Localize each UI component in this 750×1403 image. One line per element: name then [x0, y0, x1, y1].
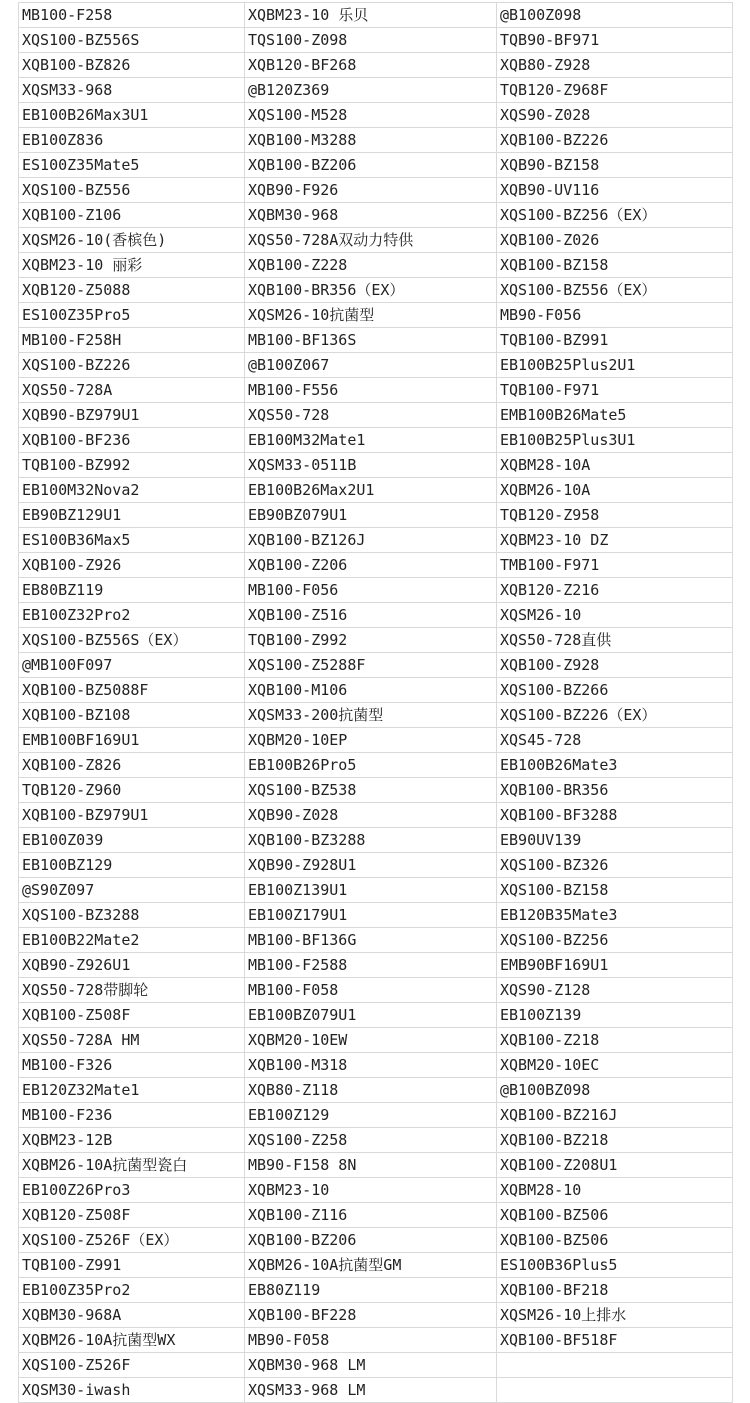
- table-cell[interactable]: XQS100-BZ256: [497, 928, 733, 953]
- table-row: [19, 1303, 733, 1328]
- table-cell[interactable]: XQSM33-968: [19, 78, 245, 103]
- table-row: [19, 78, 733, 103]
- table-row: [19, 678, 733, 703]
- table-cell[interactable]: MB100-F056: [245, 578, 497, 603]
- table-row: [19, 1328, 733, 1353]
- table-cell[interactable]: XQB100-BR356（EX）: [245, 278, 497, 303]
- table-cell[interactable]: XQB100-Z926: [19, 553, 245, 578]
- table-cell[interactable]: [497, 1353, 733, 1378]
- table-cell[interactable]: XQS50-728A: [19, 378, 245, 403]
- table-cell[interactable]: XQSM33-200抗菌型: [245, 703, 497, 728]
- table-cell[interactable]: [497, 1378, 733, 1403]
- table-row: [19, 828, 733, 853]
- table-row: [19, 53, 733, 78]
- table-cell[interactable]: EB100Z129: [245, 1103, 497, 1128]
- table-cell[interactable]: XQS45-728: [497, 728, 733, 753]
- table-row: [19, 878, 733, 903]
- table-row: [19, 153, 733, 178]
- table-cell[interactable]: MB100-F326: [19, 1053, 245, 1078]
- table-cell[interactable]: EB100B25Plus3U1: [497, 428, 733, 453]
- table-row: [19, 803, 733, 828]
- table-cell[interactable]: XQB100-BF518F: [497, 1328, 733, 1353]
- table-cell[interactable]: XQB120-BF268: [245, 53, 497, 78]
- table-row: [19, 328, 733, 353]
- table-cell[interactable]: @B100Z098: [497, 3, 733, 28]
- table-cell[interactable]: XQS50-728带脚轮: [19, 978, 245, 1003]
- table-cell[interactable]: XQB100-BZ158: [497, 253, 733, 278]
- table-cell[interactable]: XQBM26-10A抗菌型瓷白: [19, 1153, 245, 1178]
- table-cell[interactable]: XQS100-Z5288F: [245, 653, 497, 678]
- table-cell[interactable]: XQB100-BZ206: [245, 153, 497, 178]
- table-cell[interactable]: XQB100-Z026: [497, 228, 733, 253]
- table-cell[interactable]: TQB100-BZ992: [19, 453, 245, 478]
- table-cell[interactable]: XQS100-Z526F（EX）: [19, 1228, 245, 1253]
- table-cell[interactable]: XQS90-Z128: [497, 978, 733, 1003]
- table-cell[interactable]: XQB100-Z928: [497, 653, 733, 678]
- table-cell[interactable]: EB100Z039: [19, 828, 245, 853]
- table-cell[interactable]: @MB100F097: [19, 653, 245, 678]
- table-cell[interactable]: XQBM30-968 LM: [245, 1353, 497, 1378]
- table-cell[interactable]: XQS90-Z028: [497, 103, 733, 128]
- table-row: [19, 353, 733, 378]
- table-cell[interactable]: TQB100-F971: [497, 378, 733, 403]
- table-cell[interactable]: XQS100-BZ158: [497, 878, 733, 903]
- table-cell[interactable]: XQBM28-10: [497, 1178, 733, 1203]
- table-cell[interactable]: XQS100-BZ256（EX）: [497, 203, 733, 228]
- table-cell[interactable]: TQB120-Z958: [497, 503, 733, 528]
- table-row: [19, 228, 733, 253]
- table-row: [19, 1053, 733, 1078]
- table-cell[interactable]: XQS100-BZ3288: [19, 903, 245, 928]
- table-cell[interactable]: EB80Z119: [245, 1278, 497, 1303]
- table-cell[interactable]: XQB90-F926: [245, 178, 497, 203]
- table-cell[interactable]: XQS100-BZ266: [497, 678, 733, 703]
- table-row: [19, 728, 733, 753]
- table-row: [19, 453, 733, 478]
- table-cell[interactable]: @B100Z067: [245, 353, 497, 378]
- table-cell[interactable]: XQBM23-10 乐贝: [245, 3, 497, 28]
- table-cell[interactable]: EB100Z26Pro3: [19, 1178, 245, 1203]
- table-cell[interactable]: XQS100-BZ226（EX）: [497, 703, 733, 728]
- table-cell[interactable]: EB90BZ079U1: [245, 503, 497, 528]
- table-cell[interactable]: XQB80-Z928: [497, 53, 733, 78]
- table-cell[interactable]: XQB100-BZ506: [497, 1228, 733, 1253]
- table-cell[interactable]: EB90BZ129U1: [19, 503, 245, 528]
- table-cell[interactable]: XQBM23-12B: [19, 1128, 245, 1153]
- table-cell[interactable]: TQB100-Z991: [19, 1253, 245, 1278]
- table-cell[interactable]: XQB100-BZ108: [19, 703, 245, 728]
- table-cell[interactable]: XQSM26-10(香槟色): [19, 228, 245, 253]
- table-cell[interactable]: XQB100-BZ506: [497, 1203, 733, 1228]
- table-cell[interactable]: MB100-F2588: [245, 953, 497, 978]
- table-cell[interactable]: XQBM26-10A抗菌型WX: [19, 1328, 245, 1353]
- table-row: [19, 303, 733, 328]
- table-cell[interactable]: XQSM33-0511B: [245, 453, 497, 478]
- table-row: [19, 1178, 733, 1203]
- table-cell[interactable]: XQSM26-10: [497, 603, 733, 628]
- table-row: [19, 28, 733, 53]
- table-cell[interactable]: ES100Z35Mate5: [19, 153, 245, 178]
- table-cell[interactable]: TQS100-Z098: [245, 28, 497, 53]
- table-row: [19, 928, 733, 953]
- table-row: [19, 1203, 733, 1228]
- table-cell[interactable]: MB100-BF136G: [245, 928, 497, 953]
- table-cell[interactable]: EB100B26Max2U1: [245, 478, 497, 503]
- table-cell[interactable]: XQB100-BZ218: [497, 1128, 733, 1153]
- table-cell[interactable]: TQB90-BF971: [497, 28, 733, 53]
- table-row: [19, 253, 733, 278]
- table-cell[interactable]: EB120Z32Mate1: [19, 1078, 245, 1103]
- table-cell[interactable]: XQSM26-10上排水: [497, 1303, 733, 1328]
- table-cell[interactable]: XQBM23-10 DZ: [497, 528, 733, 553]
- table-cell[interactable]: XQB90-Z928U1: [245, 853, 497, 878]
- table-row: [19, 1028, 733, 1053]
- table-cell[interactable]: XQS50-728A双动力特供: [245, 228, 497, 253]
- table-cell[interactable]: XQS100-BZ556S（EX）: [19, 628, 245, 653]
- table-row: [19, 1078, 733, 1103]
- table-cell[interactable]: XQB100-BZ5088F: [19, 678, 245, 703]
- table-cell[interactable]: XQB100-BF228: [245, 1303, 497, 1328]
- table-cell[interactable]: XQB90-BZ158: [497, 153, 733, 178]
- table-cell[interactable]: ES100Z35Pro5: [19, 303, 245, 328]
- table-cell[interactable]: XQB100-Z508F: [19, 1003, 245, 1028]
- table-cell[interactable]: XQSM26-10抗菌型: [245, 303, 497, 328]
- table-row: [19, 1353, 733, 1378]
- table-cell[interactable]: XQB100-Z516: [245, 603, 497, 628]
- table-cell[interactable]: XQB100-BZ979U1: [19, 803, 245, 828]
- table-cell[interactable]: TQB100-BZ991: [497, 328, 733, 353]
- table-cell[interactable]: XQSM33-968 LM: [245, 1378, 497, 1403]
- table-cell[interactable]: @B120Z369: [245, 78, 497, 103]
- table-row: [19, 1278, 733, 1303]
- table-cell[interactable]: XQB90-Z028: [245, 803, 497, 828]
- table-cell[interactable]: XQS100-Z526F: [19, 1353, 245, 1378]
- table-cell[interactable]: TQB100-Z992: [245, 628, 497, 653]
- table-cell[interactable]: XQS50-728: [245, 403, 497, 428]
- table-cell[interactable]: XQB120-Z5088: [19, 278, 245, 303]
- model-table: [18, 2, 733, 1403]
- table-row: [19, 503, 733, 528]
- table-cell[interactable]: MB100-F236: [19, 1103, 245, 1128]
- table-cell[interactable]: XQB100-Z116: [245, 1203, 497, 1228]
- table-cell[interactable]: XQS50-728A HM: [19, 1028, 245, 1053]
- table-cell[interactable]: XQB100-Z206: [245, 553, 497, 578]
- table-cell[interactable]: XQB100-BZ126J: [245, 528, 497, 553]
- table-row: [19, 203, 733, 228]
- model-table-body: [19, 3, 733, 1403]
- table-cell[interactable]: @B100BZ098: [497, 1078, 733, 1103]
- table-cell[interactable]: @S90Z097: [19, 878, 245, 903]
- table-cell[interactable]: XQB120-Z508F: [19, 1203, 245, 1228]
- table-cell[interactable]: EB100B22Mate2: [19, 928, 245, 953]
- table-cell[interactable]: XQB100-BF218: [497, 1278, 733, 1303]
- table-cell[interactable]: XQB100-BF3288: [497, 803, 733, 828]
- table-row: [19, 1153, 733, 1178]
- table-row: [19, 703, 733, 728]
- table-cell[interactable]: XQB100-Z208U1: [497, 1153, 733, 1178]
- table-row: [19, 1103, 733, 1128]
- table-row: [19, 778, 733, 803]
- table-cell[interactable]: MB90-F056: [497, 303, 733, 328]
- table-cell[interactable]: EB100Z179U1: [245, 903, 497, 928]
- table-cell[interactable]: XQB100-M106: [245, 678, 497, 703]
- table-cell[interactable]: XQB100-Z106: [19, 203, 245, 228]
- table-row: [19, 953, 733, 978]
- table-cell[interactable]: XQBM23-10: [245, 1178, 497, 1203]
- table-cell[interactable]: ES100B36Plus5: [497, 1253, 733, 1278]
- table-row: [19, 3, 733, 28]
- table-cell[interactable]: XQB100-M3288: [245, 128, 497, 153]
- table-row: [19, 378, 733, 403]
- table-cell[interactable]: XQB100-Z218: [497, 1028, 733, 1053]
- table-cell[interactable]: XQB100-BZ826: [19, 53, 245, 78]
- table-row: [19, 103, 733, 128]
- table-row: [19, 403, 733, 428]
- table-cell[interactable]: XQBM26-10A: [497, 478, 733, 503]
- table-cell[interactable]: XQS100-BZ556: [19, 178, 245, 203]
- table-cell[interactable]: EB100Z32Pro2: [19, 603, 245, 628]
- table-row: [19, 1003, 733, 1028]
- table-cell[interactable]: XQB100-Z826: [19, 753, 245, 778]
- table-row: [19, 628, 733, 653]
- table-cell[interactable]: XQB100-BZ206: [245, 1228, 497, 1253]
- table-cell[interactable]: XQB90-UV116: [497, 178, 733, 203]
- table-cell[interactable]: MB100-F258H: [19, 328, 245, 353]
- table-cell[interactable]: XQS100-BZ538: [245, 778, 497, 803]
- table-cell[interactable]: XQB100-Z228: [245, 253, 497, 278]
- table-cell[interactable]: EB90UV139: [497, 828, 733, 853]
- table-cell[interactable]: EMB90BF169U1: [497, 953, 733, 978]
- table-cell[interactable]: EB120B35Mate3: [497, 903, 733, 928]
- table-cell[interactable]: MB100-F258: [19, 3, 245, 28]
- table-row: [19, 853, 733, 878]
- table-cell[interactable]: XQS100-BZ326: [497, 853, 733, 878]
- table-cell[interactable]: EB100Z139: [497, 1003, 733, 1028]
- table-cell[interactable]: XQS100-Z258: [245, 1128, 497, 1153]
- table-cell[interactable]: EB100BZ129: [19, 853, 245, 878]
- table-row: [19, 1253, 733, 1278]
- table-cell[interactable]: MB90-F058: [245, 1328, 497, 1353]
- table-cell[interactable]: ES100B36Max5: [19, 528, 245, 553]
- table-cell[interactable]: XQB100-BF236: [19, 428, 245, 453]
- table-cell[interactable]: EB100Z139U1: [245, 878, 497, 903]
- table-cell[interactable]: MB100-BF136S: [245, 328, 497, 353]
- table-cell[interactable]: XQS100-BZ226: [19, 353, 245, 378]
- table-row: [19, 603, 733, 628]
- table-cell[interactable]: XQS100-BZ556（EX）: [497, 278, 733, 303]
- table-cell[interactable]: XQB100-BZ216J: [497, 1103, 733, 1128]
- table-cell[interactable]: XQS100-BZ556S: [19, 28, 245, 53]
- table-cell[interactable]: XQBM26-10A抗菌型GM: [245, 1253, 497, 1278]
- table-row: [19, 428, 733, 453]
- table-row: [19, 278, 733, 303]
- table-cell[interactable]: EB100Z35Pro2: [19, 1278, 245, 1303]
- table-cell[interactable]: EB100M32Nova2: [19, 478, 245, 503]
- table-cell[interactable]: TMB100-F971: [497, 553, 733, 578]
- table-row: [19, 178, 733, 203]
- table-cell[interactable]: EB100B26Mate3: [497, 753, 733, 778]
- table-cell[interactable]: XQS100-M528: [245, 103, 497, 128]
- table-row: [19, 128, 733, 153]
- table-cell[interactable]: XQBM28-10A: [497, 453, 733, 478]
- table-cell[interactable]: XQB100-M318: [245, 1053, 497, 1078]
- table-row: [19, 653, 733, 678]
- table-cell[interactable]: XQB120-Z216: [497, 578, 733, 603]
- table-cell[interactable]: XQB100-BZ226: [497, 128, 733, 153]
- table-cell[interactable]: TQB120-Z968F: [497, 78, 733, 103]
- table-cell[interactable]: EMB100BF169U1: [19, 728, 245, 753]
- table-row: [19, 1378, 733, 1403]
- table-row: [19, 753, 733, 778]
- table-cell[interactable]: XQBM20-10EP: [245, 728, 497, 753]
- table-cell[interactable]: TQB120-Z960: [19, 778, 245, 803]
- table-cell[interactable]: XQBM30-968A: [19, 1303, 245, 1328]
- table-cell[interactable]: EMB100B26Mate5: [497, 403, 733, 428]
- table-cell[interactable]: XQBM20-10EW: [245, 1028, 497, 1053]
- table-cell[interactable]: XQB90-BZ979U1: [19, 403, 245, 428]
- table-cell[interactable]: XQB100-BR356: [497, 778, 733, 803]
- table-row: [19, 528, 733, 553]
- table-row: [19, 1228, 733, 1253]
- table-cell[interactable]: XQBM23-10 丽彩: [19, 253, 245, 278]
- table-cell[interactable]: XQBM30-968: [245, 203, 497, 228]
- table-cell[interactable]: EB100B25Plus2U1: [497, 353, 733, 378]
- table-row: [19, 903, 733, 928]
- table-cell[interactable]: EB100B26Max3U1: [19, 103, 245, 128]
- table-cell[interactable]: EB100Z836: [19, 128, 245, 153]
- table-cell[interactable]: XQSM30-iwash: [19, 1378, 245, 1403]
- table-row: [19, 578, 733, 603]
- table-cell[interactable]: MB90-F158 8N: [245, 1153, 497, 1178]
- table-cell[interactable]: MB100-F058: [245, 978, 497, 1003]
- table-cell[interactable]: EB100BZ079U1: [245, 1003, 497, 1028]
- table-row: [19, 553, 733, 578]
- table-cell[interactable]: XQB100-BZ3288: [245, 828, 497, 853]
- table-cell[interactable]: EB80BZ119: [19, 578, 245, 603]
- table-cell[interactable]: XQS50-728直供: [497, 628, 733, 653]
- table-row: [19, 1128, 733, 1153]
- table-cell[interactable]: XQBM20-10EC: [497, 1053, 733, 1078]
- table-cell[interactable]: XQB90-Z926U1: [19, 953, 245, 978]
- table-row: [19, 478, 733, 503]
- table-cell[interactable]: EB100B26Pro5: [245, 753, 497, 778]
- table-row: [19, 978, 733, 1003]
- table-cell[interactable]: EB100M32Mate1: [245, 428, 497, 453]
- table-cell[interactable]: MB100-F556: [245, 378, 497, 403]
- table-cell[interactable]: XQB80-Z118: [245, 1078, 497, 1103]
